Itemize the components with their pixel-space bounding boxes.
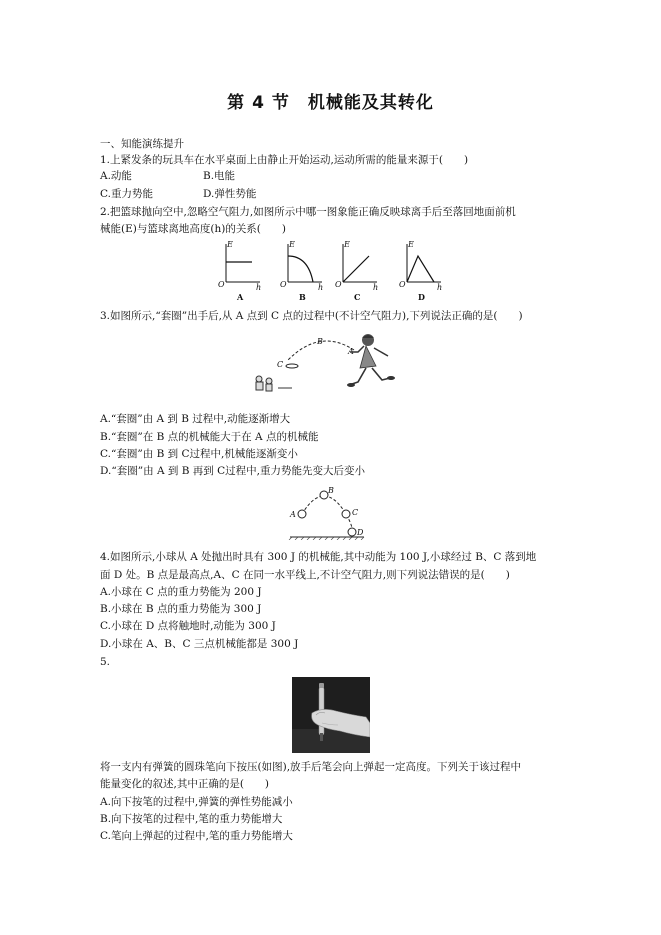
graph-c-origin: O <box>335 280 342 289</box>
q5-number: 5. <box>100 656 111 668</box>
q3-point-a: A <box>348 347 354 356</box>
q4-point-c: C <box>352 508 359 517</box>
q4-stem-line1: 4.如图所示,小球从 A 处抛出时具有 300 J 的机械能,其中动能为 100 J,小球经过 B、C 落到地 <box>100 551 537 563</box>
q3-option-a: A.“套圈”由 A 到 B 过程中,动能逐渐增大 <box>100 413 291 425</box>
graph-c-label: C <box>354 292 361 302</box>
graph-b-y-label: E <box>289 240 295 249</box>
q3-point-b: B <box>317 337 323 346</box>
graph-a-x-label: h <box>256 283 262 292</box>
graph-a <box>218 240 261 302</box>
q2-stem-line1: 2.把篮球抛向空中,忽略空气阻力,如图所示中哪一图象能正确反映球离手后至落回地面前机 <box>100 206 516 218</box>
graph-a-y-label: E <box>227 240 233 249</box>
q5-option-a: A.向下按笔的过程中,弹簧的弹性势能减小 <box>100 796 293 808</box>
q4-option-b: B.小球在 B 点的重力势能为 300 J <box>100 603 262 615</box>
q5-option-b: B.向下按笔的过程中,笔的重力势能增大 <box>100 813 283 825</box>
girl-throwing-icon <box>347 334 395 387</box>
graph-d <box>399 240 442 302</box>
q1-option-d: D.弹性势能 <box>203 188 257 200</box>
graph-c <box>335 240 378 302</box>
section-heading: 一、知能演练提升 <box>100 138 184 150</box>
graph-b-origin: O <box>280 280 287 289</box>
page-title: 第 4 节 机械能及其转化 <box>227 93 434 113</box>
q3-point-c: C <box>277 360 284 369</box>
graph-d-label: D <box>418 292 425 302</box>
q4-point-a: A <box>290 510 296 519</box>
q4-option-d: D.小球在 A、B、C 三点机械能都是 300 J <box>100 638 299 650</box>
graph-a-origin: O <box>218 280 225 289</box>
graph-b-label: B <box>299 292 306 302</box>
q4-point-b: B <box>328 486 334 495</box>
graph-c-x-label: h <box>373 283 379 292</box>
q3-stem: 3.如图所示,“套圈”出手后,从 A 点到 C 点的过程中(不计空气阻力),下列说法正确的是( ) <box>100 310 523 322</box>
toy-animals-icon <box>256 376 292 391</box>
q4-point-d: D <box>357 528 364 537</box>
q1-option-b: B.电能 <box>203 170 236 182</box>
q5-stem-line2: 能量变化的叙述,其中正确的是( ) <box>100 778 270 790</box>
q2-stem-line2: 械能(E)与篮球离地高度(h)的关系( ) <box>100 223 287 235</box>
q2-graphs-figure <box>212 240 462 302</box>
q3-ring-toss-figure <box>248 326 408 406</box>
graph-d-x-label: h <box>437 283 443 292</box>
graph-c-y-label: E <box>344 240 350 249</box>
q4-option-a: A.小球在 C 点的重力势能为 200 J <box>100 586 262 598</box>
q3-option-d: D.“套圈”由 A 到 B 再到 C过程中,重力势能先变大后变小 <box>100 465 365 477</box>
q1-option-a: A.动能 <box>100 170 132 182</box>
graph-d-y-label: E <box>408 240 414 249</box>
q5-pen-photo <box>292 677 370 753</box>
graph-d-origin: O <box>399 280 406 289</box>
q1-option-c: C.重力势能 <box>100 188 153 200</box>
q1-stem: 1.上紧发条的玩具车在水平桌面上由静止开始运动,运动所需的能量来源于( ) <box>100 154 469 166</box>
q5-stem-line1: 将一支内有弹簧的圆珠笔向下按压(如图),放手后笔会向上弹起一定高度。下列关于该过程中 <box>100 761 522 773</box>
q4-stem-line2: 面 D 处。B 点是最高点,A、C 在同一水平线上,不计空气阻力,则下列说法错误的是( ) <box>100 569 510 581</box>
q3-option-b: B.“套圈”在 B 点的机械能大于在 A 点的机械能 <box>100 431 319 443</box>
graph-a-label: A <box>237 292 244 302</box>
q4-option-c: C.小球在 D 点将触地时,动能为 300 J <box>100 620 276 632</box>
graph-b-x-label: h <box>318 283 324 292</box>
q5-option-c: C.笔向上弹起的过程中,笔的重力势能增大 <box>100 830 293 842</box>
graph-b <box>280 240 323 302</box>
q4-trajectory-figure <box>286 484 368 540</box>
q3-option-c: C.“套圈”由 B 到 C过程中,机械能逐渐变小 <box>100 448 298 460</box>
